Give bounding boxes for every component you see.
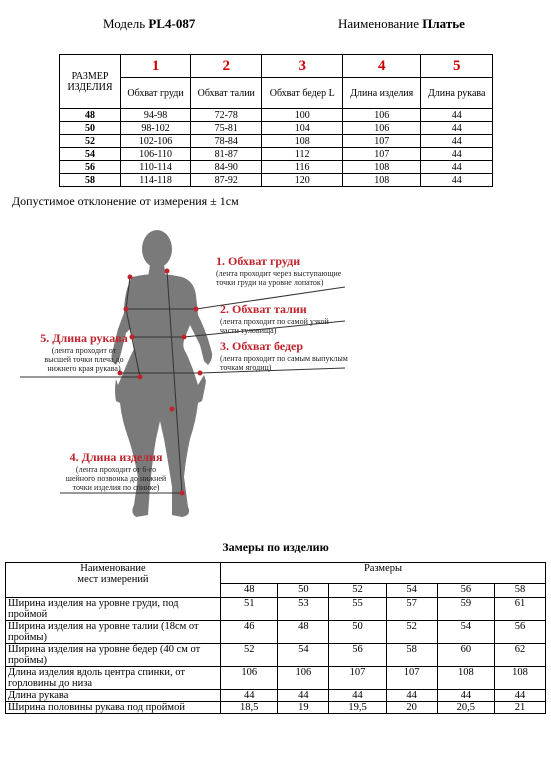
size-column-header: 48 [221,584,278,598]
measurement-name: Длина изделия вдоль центра спинки, от горловины до низа [6,667,221,690]
size-table [59,54,493,187]
size-value-cell: 104 [262,122,343,135]
annotation-waist [220,302,329,335]
measurement-name-header-line1: Наименование [80,563,146,574]
measurement-row [6,644,546,667]
annotation-length-desc-1: (лента проходит от 6-го [75,465,157,474]
measurement-value: 20,5 [437,702,494,714]
measurement-value: 18,5 [221,702,278,714]
annotation-sleeve-desc-2: высшей точки плеча до [44,355,124,364]
measurement-row [6,690,546,702]
size-column-header: 56 [437,584,494,598]
measurements-title: Замеры по изделию [222,540,329,554]
size-cell: 56 [60,161,121,174]
annotation-waist-desc-1: (лента проходит по самой узкой [220,317,329,326]
measurement-value: 19,5 [329,702,386,714]
measurement-name: Ширина изделия на уровне бедер (40 см от проймы) [6,644,221,667]
size-value-cell: 98-102 [121,122,191,135]
size-value-cell: 106 [343,109,421,122]
annotation-sleeve-desc-1: (лента проходит от [51,346,117,355]
size-value-cell: 84-90 [191,161,262,174]
col-number-4: 4 [343,55,421,78]
size-value-cell: 44 [421,148,493,161]
measurement-value: 19 [278,702,329,714]
measurement-row [6,621,546,644]
measurement-value: 56 [495,621,546,644]
annotation-sleeve-title: 5. Длина рукава [40,331,128,345]
name-value: Платье [422,16,465,31]
annotation-chest-desc-2: точки груди на уровне лопаток) [216,278,324,287]
measurement-value: 21 [495,702,546,714]
annotation-length-desc-2: шейного позвонка до нижней [65,474,167,483]
measurement-value: 107 [386,667,437,690]
size-column-header: 50 [278,584,329,598]
size-value-cell: 75-81 [191,122,262,135]
annotation-length-desc-3: точки изделия по спинке) [72,483,160,492]
sizes-header: Размеры [221,563,546,584]
col-header-waist: Обхват талии [191,78,262,109]
measurement-row [6,598,546,621]
annotation-length [56,450,176,492]
name-label: Наименование [338,16,419,31]
col-header-sleeve: Длина рукава [421,78,493,109]
size-value-cell: 44 [421,109,493,122]
annotation-waist-desc-2: части туловища) [220,326,277,335]
size-cell: 48 [60,109,121,122]
size-value-cell: 44 [421,122,493,135]
measurement-value: 57 [386,598,437,621]
size-value-cell: 81-87 [191,148,262,161]
size-table-row [60,148,493,161]
col-header-hips: Обхват бедер L [262,78,343,109]
measurement-row [6,702,546,714]
measurement-name-header-line2: мест измерений [77,574,149,585]
size-value-cell: 112 [262,148,343,161]
size-value-cell: 120 [262,174,343,187]
measurement-value: 44 [495,690,546,702]
annotation-chest-title: 1. Обхват груди [216,254,301,268]
size-column-header: 58 [495,584,546,598]
annotation-hips [220,339,348,372]
measurement-name: Ширина половины рукава под проймой [6,702,221,714]
measurement-value: 56 [329,644,386,667]
measurement-value: 44 [221,690,278,702]
size-cell: 52 [60,135,121,148]
measurement-name: Ширина изделия на уровне талии (18см от проймы) [6,621,221,644]
measurement-value: 51 [221,598,278,621]
size-value-cell: 102-106 [121,135,191,148]
measurement-value: 48 [278,621,329,644]
size-value-cell: 94-98 [121,109,191,122]
measurement-value: 61 [495,598,546,621]
measurement-value: 55 [329,598,386,621]
measurement-value: 106 [278,667,329,690]
col-header-length: Длина изделия [343,78,421,109]
annotation-chest-desc-1: (лента проходит через выступающие [216,269,342,278]
size-table-row [60,109,493,122]
size-table-row [60,174,493,187]
measurement-value: 54 [437,621,494,644]
size-value-cell: 106 [343,122,421,135]
size-column-header: 52 [329,584,386,598]
col-number-1: 1 [121,55,191,78]
measurement-value: 59 [437,598,494,621]
measurement-row [6,667,546,690]
size-value-cell: 44 [421,161,493,174]
measurement-name: Длина рукава [6,690,221,702]
measurement-name-header [6,563,221,598]
col-number-2: 2 [191,55,262,78]
annotation-hips-title: 3. Обхват бедер [220,339,304,353]
size-value-cell: 116 [262,161,343,174]
measurement-value: 54 [278,644,329,667]
annotation-chest [216,254,341,287]
size-value-cell: 44 [421,174,493,187]
size-value-cell: 107 [343,135,421,148]
measurement-value: 52 [221,644,278,667]
size-value-cell: 106-110 [121,148,191,161]
size-value-cell: 108 [343,174,421,187]
size-cell: 50 [60,122,121,135]
measurement-value: 44 [386,690,437,702]
model-value: PL4-087 [148,16,196,31]
size-value-cell: 108 [343,161,421,174]
size-value-cell: 87-92 [191,174,262,187]
measurement-value: 50 [329,621,386,644]
measurement-value: 108 [437,667,494,690]
col-header-chest: Обхват груди [121,78,191,109]
product-name-heading [338,16,465,32]
annotation-hips-desc-1: (лента проходит по самым выпуклым [220,354,348,363]
measurement-value: 53 [278,598,329,621]
size-value-cell: 44 [421,135,493,148]
size-table-row [60,161,493,174]
annotation-length-title: 4. Длина изделия [69,450,163,464]
annotation-sleeve-desc-3: нижнего края рукава) [47,364,121,373]
annotation-hips-desc-2: точкам ягодиц) [220,363,272,372]
measurement-figure [0,225,551,535]
size-cell: 54 [60,148,121,161]
measurement-value: 20 [386,702,437,714]
model-heading [103,16,195,32]
measurement-value: 46 [221,621,278,644]
measurement-value: 60 [437,644,494,667]
size-corner-label: РАЗМЕР ИЗДЕЛИЯ [60,55,121,109]
measurement-value: 107 [329,667,386,690]
size-cell: 58 [60,174,121,187]
size-column-header: 54 [386,584,437,598]
size-value-cell: 110-114 [121,161,191,174]
measurement-value: 58 [386,644,437,667]
annotation-sleeve [24,331,144,373]
measurements-table [5,562,546,714]
size-value-cell: 100 [262,109,343,122]
measurement-value: 44 [278,690,329,702]
col-number-3: 3 [262,55,343,78]
measurement-value: 52 [386,621,437,644]
size-value-cell: 108 [262,135,343,148]
size-table-row [60,122,493,135]
measurement-value: 108 [495,667,546,690]
size-value-cell: 78-84 [191,135,262,148]
col-number-5: 5 [421,55,493,78]
size-table-row [60,135,493,148]
model-label: Модель [103,16,146,31]
measurement-value: 44 [437,690,494,702]
measurement-value: 44 [329,690,386,702]
measurement-value: 62 [495,644,546,667]
tolerance-note: Допустимое отклонение от измерения ± 1см [12,194,239,208]
measurement-value: 106 [221,667,278,690]
size-value-cell: 114-118 [121,174,191,187]
annotation-waist-title: 2. Обхват талии [220,302,307,316]
measurement-name: Ширина изделия на уровне груди, под проймой [6,598,221,621]
size-value-cell: 72-78 [191,109,262,122]
size-value-cell: 107 [343,148,421,161]
